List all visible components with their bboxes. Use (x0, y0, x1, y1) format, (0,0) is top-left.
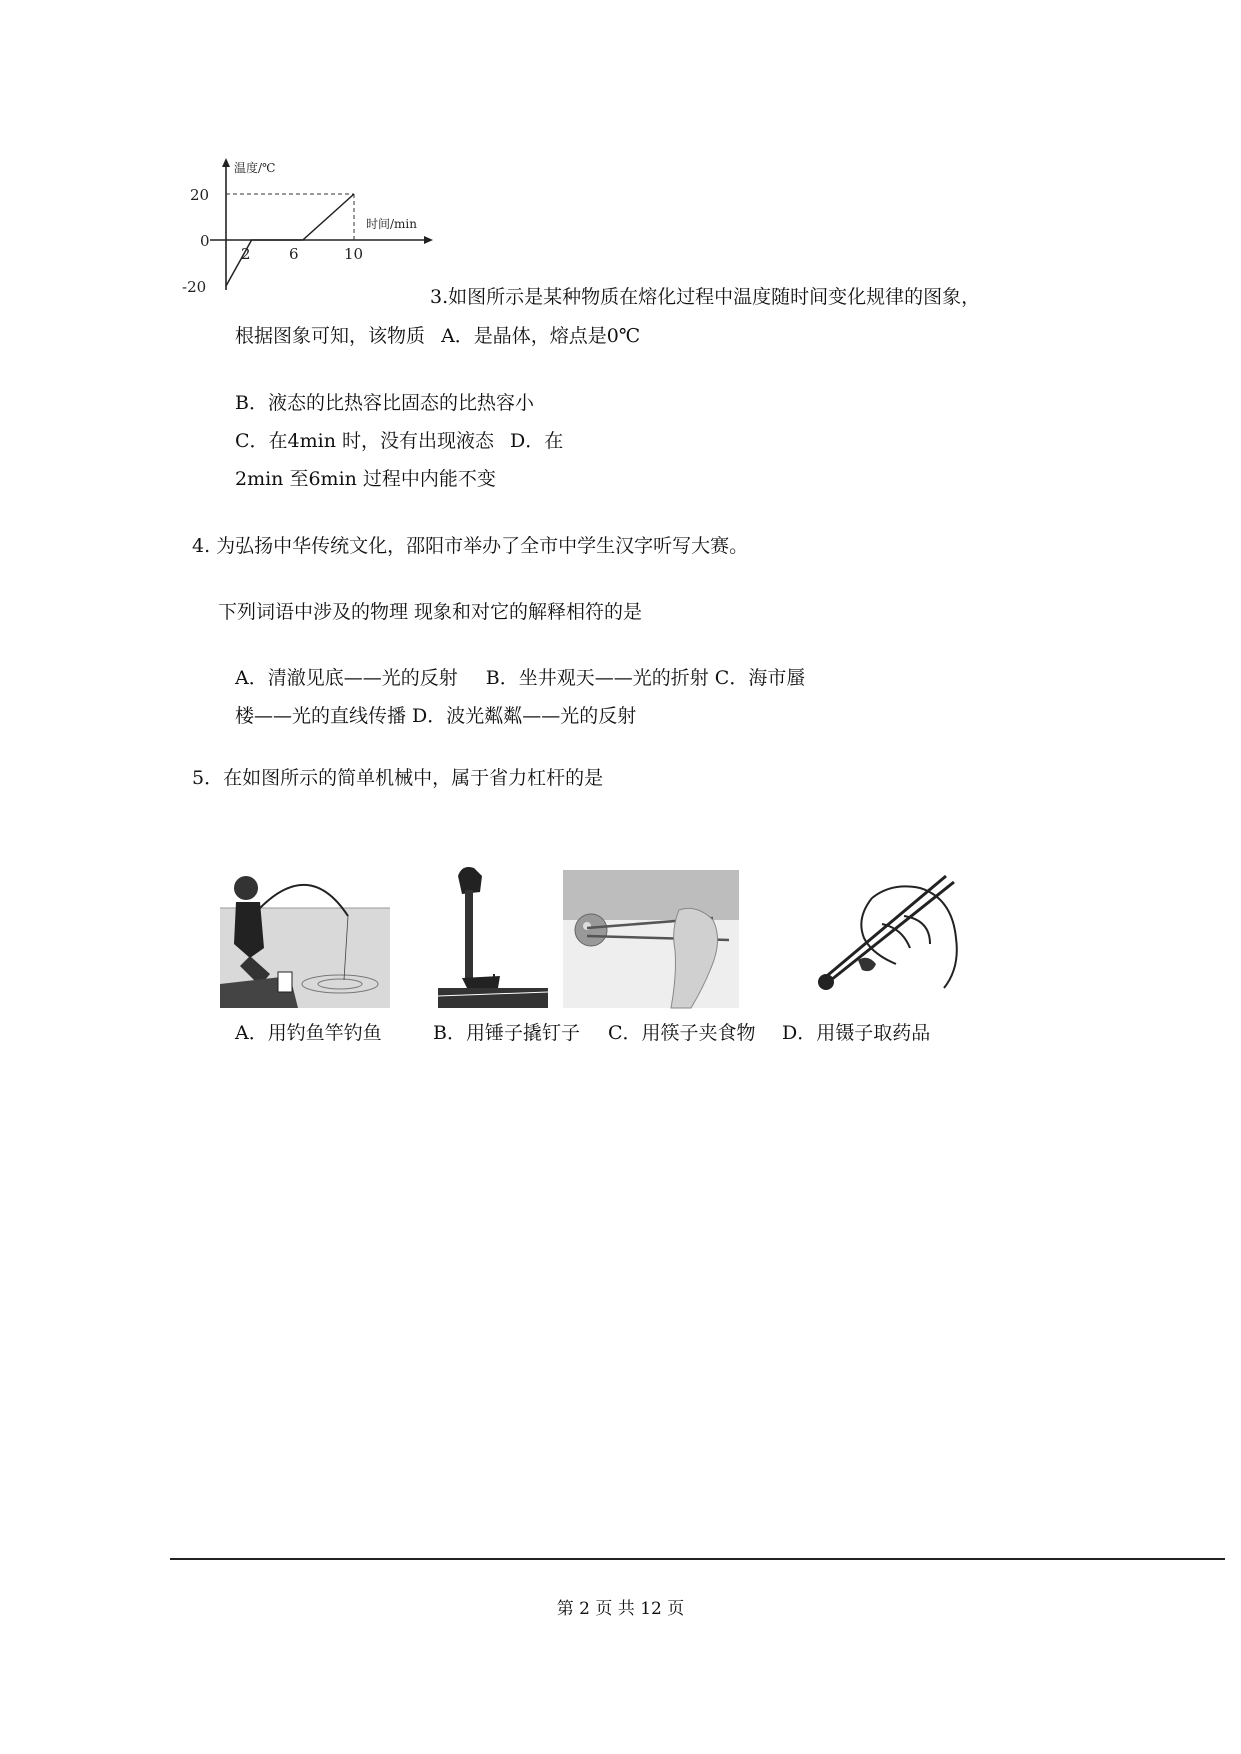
y-axis-label: 温度/℃ (234, 161, 276, 175)
q4-options-line2: 楼——光的直线传播 D．波光粼粼——光的反射 (235, 705, 637, 727)
q3-option-c-line (235, 426, 563, 453)
q3-option-d-part2: 2min 至6min 过程中内能不变 (235, 468, 496, 490)
q5-label-d: D．用镊子取药品 (782, 1022, 931, 1044)
x-tick-6: 6 (289, 245, 299, 263)
q5-label-c: C．用筷子夹食物 (608, 1022, 756, 1044)
x-tick-2: 2 (241, 245, 251, 263)
x-axis-label: 时间/min (366, 217, 417, 231)
q5-label-b: B．用锤子撬钉子 (433, 1022, 580, 1044)
x-tick-10: 10 (344, 245, 364, 263)
q4-stem-line2: 下列词语中涉及的物理 现象和对它的解释相符的是 (218, 601, 643, 623)
q3-option-c: C．在4min 时，没有出现液态 (235, 430, 494, 452)
y-tick-neg20: -20 (182, 278, 207, 296)
q4-option-a: A．清澈见底——光的反射 (235, 667, 458, 689)
figure-fishing-rod (220, 868, 390, 1008)
x-axis-arrow (424, 236, 433, 244)
y-axis-arrow (222, 158, 230, 167)
footer-rule (170, 1558, 1225, 1560)
q3-stem-line2 (235, 321, 640, 348)
y-tick-20: 20 (190, 186, 210, 204)
q3-option-a: A．是晶体，熔点是0℃ (441, 325, 641, 347)
q3-option-d-part1: D．在 (510, 430, 564, 452)
melting-graph (182, 158, 440, 298)
q4-options-line1 (235, 663, 805, 690)
q3-option-b: B．液态的比热容比固态的比热容小 (235, 392, 534, 414)
figure-tweezers (812, 868, 962, 1008)
q5-label-a: A．用钓鱼竿钓鱼 (235, 1022, 382, 1044)
page-number: 第 2 页 共 12 页 (556, 1599, 685, 1619)
y-tick-0: 0 (200, 232, 210, 250)
q3-stem-line2-text: 根据图象可知，该物质 (235, 325, 426, 347)
q4-option-b: B．坐井观天——光的折射 C．海市蜃 (485, 667, 806, 689)
figure-chopsticks (563, 870, 739, 1008)
q4-stem-line1: 4. 为弘扬中华传统文化，邵阳市举办了全市中学生汉字听写大赛。 (192, 535, 749, 557)
q3-stem-line1: 3.如图所示是某种物质在熔化过程中温度随时间变化规律的图象， (430, 286, 981, 308)
figure-hammer-nail (438, 862, 548, 1008)
q5-stem: 5．在如图所示的简单机械中，属于省力杠杆的是 (192, 767, 604, 789)
